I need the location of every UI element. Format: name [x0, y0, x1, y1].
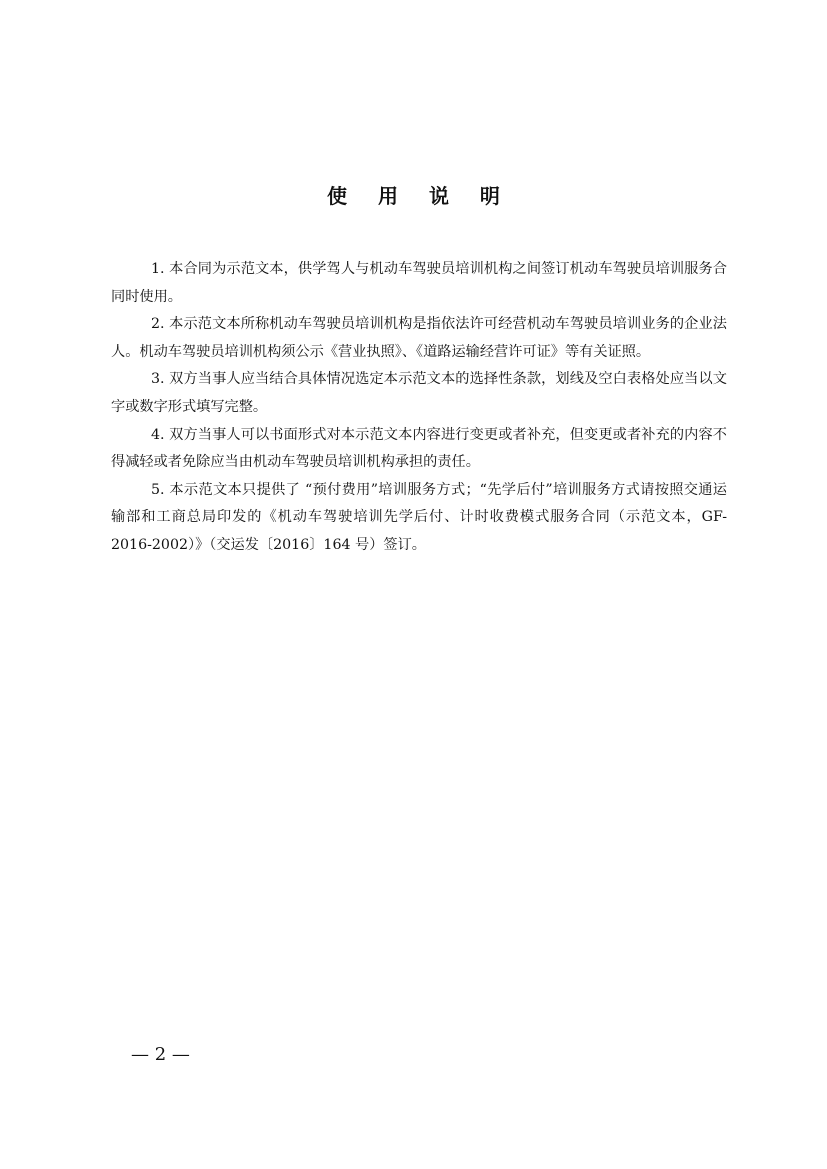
page-title: 使 用 说 明 — [327, 184, 512, 208]
page-number: — 2 — — [131, 1044, 190, 1065]
instructions-body — [111, 256, 727, 560]
paragraph-3: 3. 双方当事人应当结合具体情况选定本示范文本的选择性条款，划线及空白表格处应当以文字或数字形式填写完整。 — [111, 371, 727, 415]
paragraph-1: 1. 本合同为示范文本，供学驾人与机动车驾驶员培训机构之间签订机动车驾驶员培训服务合同时使用。 — [111, 261, 727, 305]
paragraph-4: 4. 双方当事人可以书面形式对本示范文本内容进行变更或者补充，但变更或者补充的内容不得减轻或者免除应当由机动车驾驶员培训机构承担的责任。 — [111, 426, 727, 471]
paragraph-5: 5. 本示范文本只提供了 “预付费用”培训服务方式；“先学后付”培训服务方式请按照交通运输部和工商总局印发的《机动车驾驶培训先学后付、计时收费模式服务合同（示范文本，GF-2016-2002）》（交运发〔2016〕164 号）签订。 — [111, 481, 727, 553]
paragraph-2: 2. 本示范文本所称机动车驾驶员培训机构是指依法许可经营机动车驾驶员培训业务的企业法人。机动车驾驶员培训机构须公示《营业执照》、《道路运输经营许可证》等有关证照。 — [111, 316, 727, 360]
